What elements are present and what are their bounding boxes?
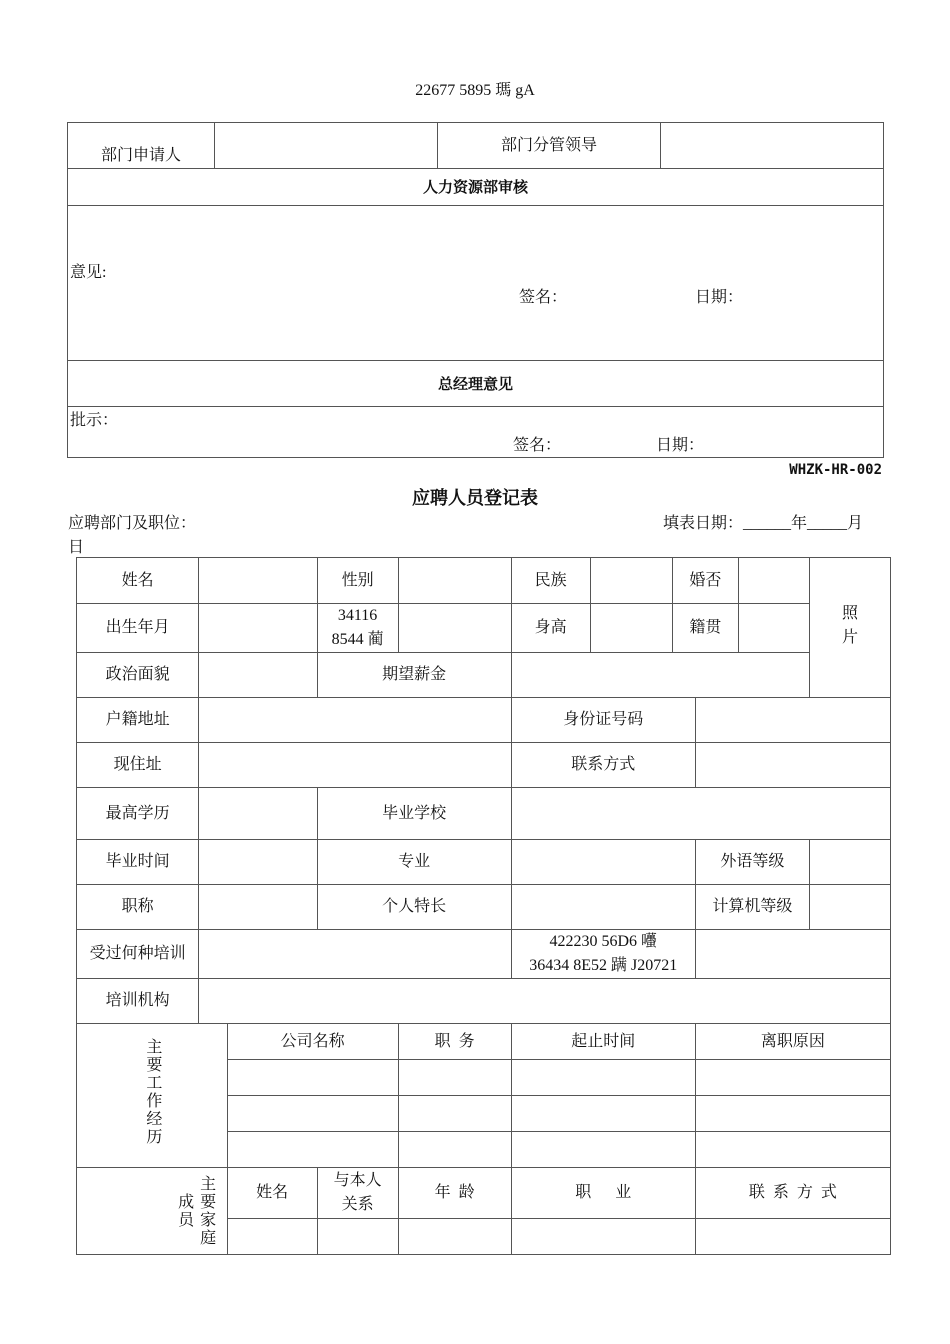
- photo-label-2: 片: [841, 629, 858, 646]
- language-level-label: 外语等级: [695, 840, 809, 885]
- family-col-relation: 与本人 关系: [317, 1168, 398, 1219]
- language-level-value[interactable]: [810, 840, 891, 885]
- training-label: 受过何种培训: [77, 930, 199, 979]
- height-label: 身高: [511, 604, 590, 653]
- computer-level-value[interactable]: [810, 885, 891, 930]
- hr-opinion-box[interactable]: [68, 206, 884, 361]
- gm-date-label: 日期：: [656, 437, 705, 454]
- work-history-label: 主要工作经历: [77, 1024, 228, 1168]
- height-value[interactable]: [590, 604, 672, 653]
- computer-level-label: 计算机等级: [695, 885, 809, 930]
- registration-table: [76, 557, 891, 1255]
- family-col-contact: 联 系 方 式: [695, 1168, 890, 1219]
- work-row-1-company[interactable]: [227, 1060, 398, 1096]
- education-value[interactable]: [199, 788, 317, 840]
- work-row-3-period[interactable]: [511, 1132, 695, 1168]
- gm-opinion-title: 总经理意见: [68, 361, 884, 407]
- birth-extra-value[interactable]: [398, 604, 511, 653]
- form-title: 应聘人员登记表: [412, 488, 538, 509]
- ethnicity-value[interactable]: [590, 558, 672, 604]
- work-col-reason: 离职原因: [695, 1024, 890, 1060]
- title-label: 职称: [77, 885, 199, 930]
- school-label: 毕业学校: [317, 788, 511, 840]
- family-label-b: 成员: [175, 1193, 193, 1229]
- work-row-2-company[interactable]: [227, 1096, 398, 1132]
- specialty-label: 个人特长: [317, 885, 511, 930]
- family-col-name: 姓名: [227, 1168, 317, 1219]
- dept-leader-value[interactable]: [661, 123, 884, 169]
- contact-label: 联系方式: [511, 743, 695, 788]
- training-org-value[interactable]: [199, 979, 891, 1024]
- family-row-1-age[interactable]: [398, 1219, 511, 1255]
- name-label: 姓名: [77, 558, 199, 604]
- photo-label-1: 照: [841, 605, 858, 622]
- grad-time-label: 毕业时间: [77, 840, 199, 885]
- gender-label: 性别: [317, 558, 398, 604]
- political-value[interactable]: [199, 653, 317, 698]
- gender-value[interactable]: [398, 558, 511, 604]
- work-row-3-company[interactable]: [227, 1132, 398, 1168]
- work-row-1-period[interactable]: [511, 1060, 695, 1096]
- dept-leader-label: 部门分管领导: [438, 123, 661, 169]
- hr-review-title: 人力资源部审核: [68, 169, 884, 206]
- major-value[interactable]: [511, 840, 695, 885]
- title-value[interactable]: [199, 885, 317, 930]
- training-org-label: 培训机构: [77, 979, 199, 1024]
- school-value[interactable]: [511, 788, 890, 840]
- work-row-2-period[interactable]: [511, 1096, 695, 1132]
- gm-instruction-box[interactable]: [68, 407, 884, 458]
- training-extra-value[interactable]: [695, 930, 890, 979]
- work-col-company: 公司名称: [227, 1024, 398, 1060]
- birth-value[interactable]: [199, 604, 317, 653]
- dept-applicant-label: 部门申请人: [68, 123, 215, 169]
- header-code: 22677 5895 瑪 gA: [415, 82, 535, 99]
- family-label-a: 主要家庭: [197, 1175, 215, 1247]
- salary-label: 期望薪金: [317, 653, 511, 698]
- family-row-1-contact[interactable]: [695, 1219, 890, 1255]
- address-value[interactable]: [199, 743, 511, 788]
- form-code: WHZK-HR-002: [789, 462, 882, 478]
- name-value[interactable]: [199, 558, 317, 604]
- work-col-position: 职 务: [398, 1024, 511, 1060]
- work-row-3-reason[interactable]: [695, 1132, 890, 1168]
- training-value[interactable]: [199, 930, 511, 979]
- instruction-label: 批示：: [70, 412, 119, 429]
- education-label: 最高学历: [77, 788, 199, 840]
- grad-time-value[interactable]: [199, 840, 317, 885]
- native-place-value[interactable]: [739, 604, 810, 653]
- work-col-period: 起止时间: [511, 1024, 695, 1060]
- family-row-1-relation[interactable]: [317, 1219, 398, 1255]
- specialty-value[interactable]: [511, 885, 695, 930]
- salary-value[interactable]: [511, 653, 809, 698]
- dept-applicant-value[interactable]: [215, 123, 438, 169]
- political-label: 政治面貌: [77, 653, 199, 698]
- gm-sign-label: 签名：: [513, 437, 562, 454]
- work-row-2-position[interactable]: [398, 1096, 511, 1132]
- opinion-label: 意见:: [70, 264, 107, 281]
- work-row-1-position[interactable]: [398, 1060, 511, 1096]
- family-row-1-name[interactable]: [227, 1219, 317, 1255]
- contact-value[interactable]: [695, 743, 890, 788]
- id-number-label: 身份证号码: [511, 698, 695, 743]
- id-number-value[interactable]: [695, 698, 890, 743]
- hr-sign-label: 签名：: [519, 289, 568, 306]
- native-place-label: 籍贯: [672, 604, 739, 653]
- marital-label: 婚否: [672, 558, 739, 604]
- garbled-text-b: 422230 56D6 囆 36434 8E52 蹒 J20721: [511, 930, 695, 979]
- address-label: 现住址: [77, 743, 199, 788]
- garbled-text-a: 34116 8544 蔺: [317, 604, 398, 653]
- approval-table: [67, 122, 884, 458]
- hukou-label: 户籍地址: [77, 698, 199, 743]
- work-row-2-reason[interactable]: [695, 1096, 890, 1132]
- marital-value[interactable]: [739, 558, 810, 604]
- photo-box[interactable]: [810, 558, 891, 698]
- hukou-value[interactable]: [199, 698, 511, 743]
- family-label: [77, 1168, 228, 1255]
- fill-date-day: 日: [68, 539, 85, 556]
- birth-label: 出生年月: [77, 604, 199, 653]
- work-row-3-position[interactable]: [398, 1132, 511, 1168]
- major-label: 专业: [317, 840, 511, 885]
- family-col-occupation: 职 业: [511, 1168, 695, 1219]
- work-row-1-reason[interactable]: [695, 1060, 890, 1096]
- ethnicity-label: 民族: [511, 558, 590, 604]
- hr-date-label: 日期：: [695, 289, 744, 306]
- family-row-1-occupation[interactable]: [511, 1219, 695, 1255]
- fill-date-label: 填表日期：______年_____月: [663, 515, 864, 532]
- dept-position-label: 应聘部门及职位：: [68, 515, 197, 532]
- family-col-age: 年 龄: [398, 1168, 511, 1219]
